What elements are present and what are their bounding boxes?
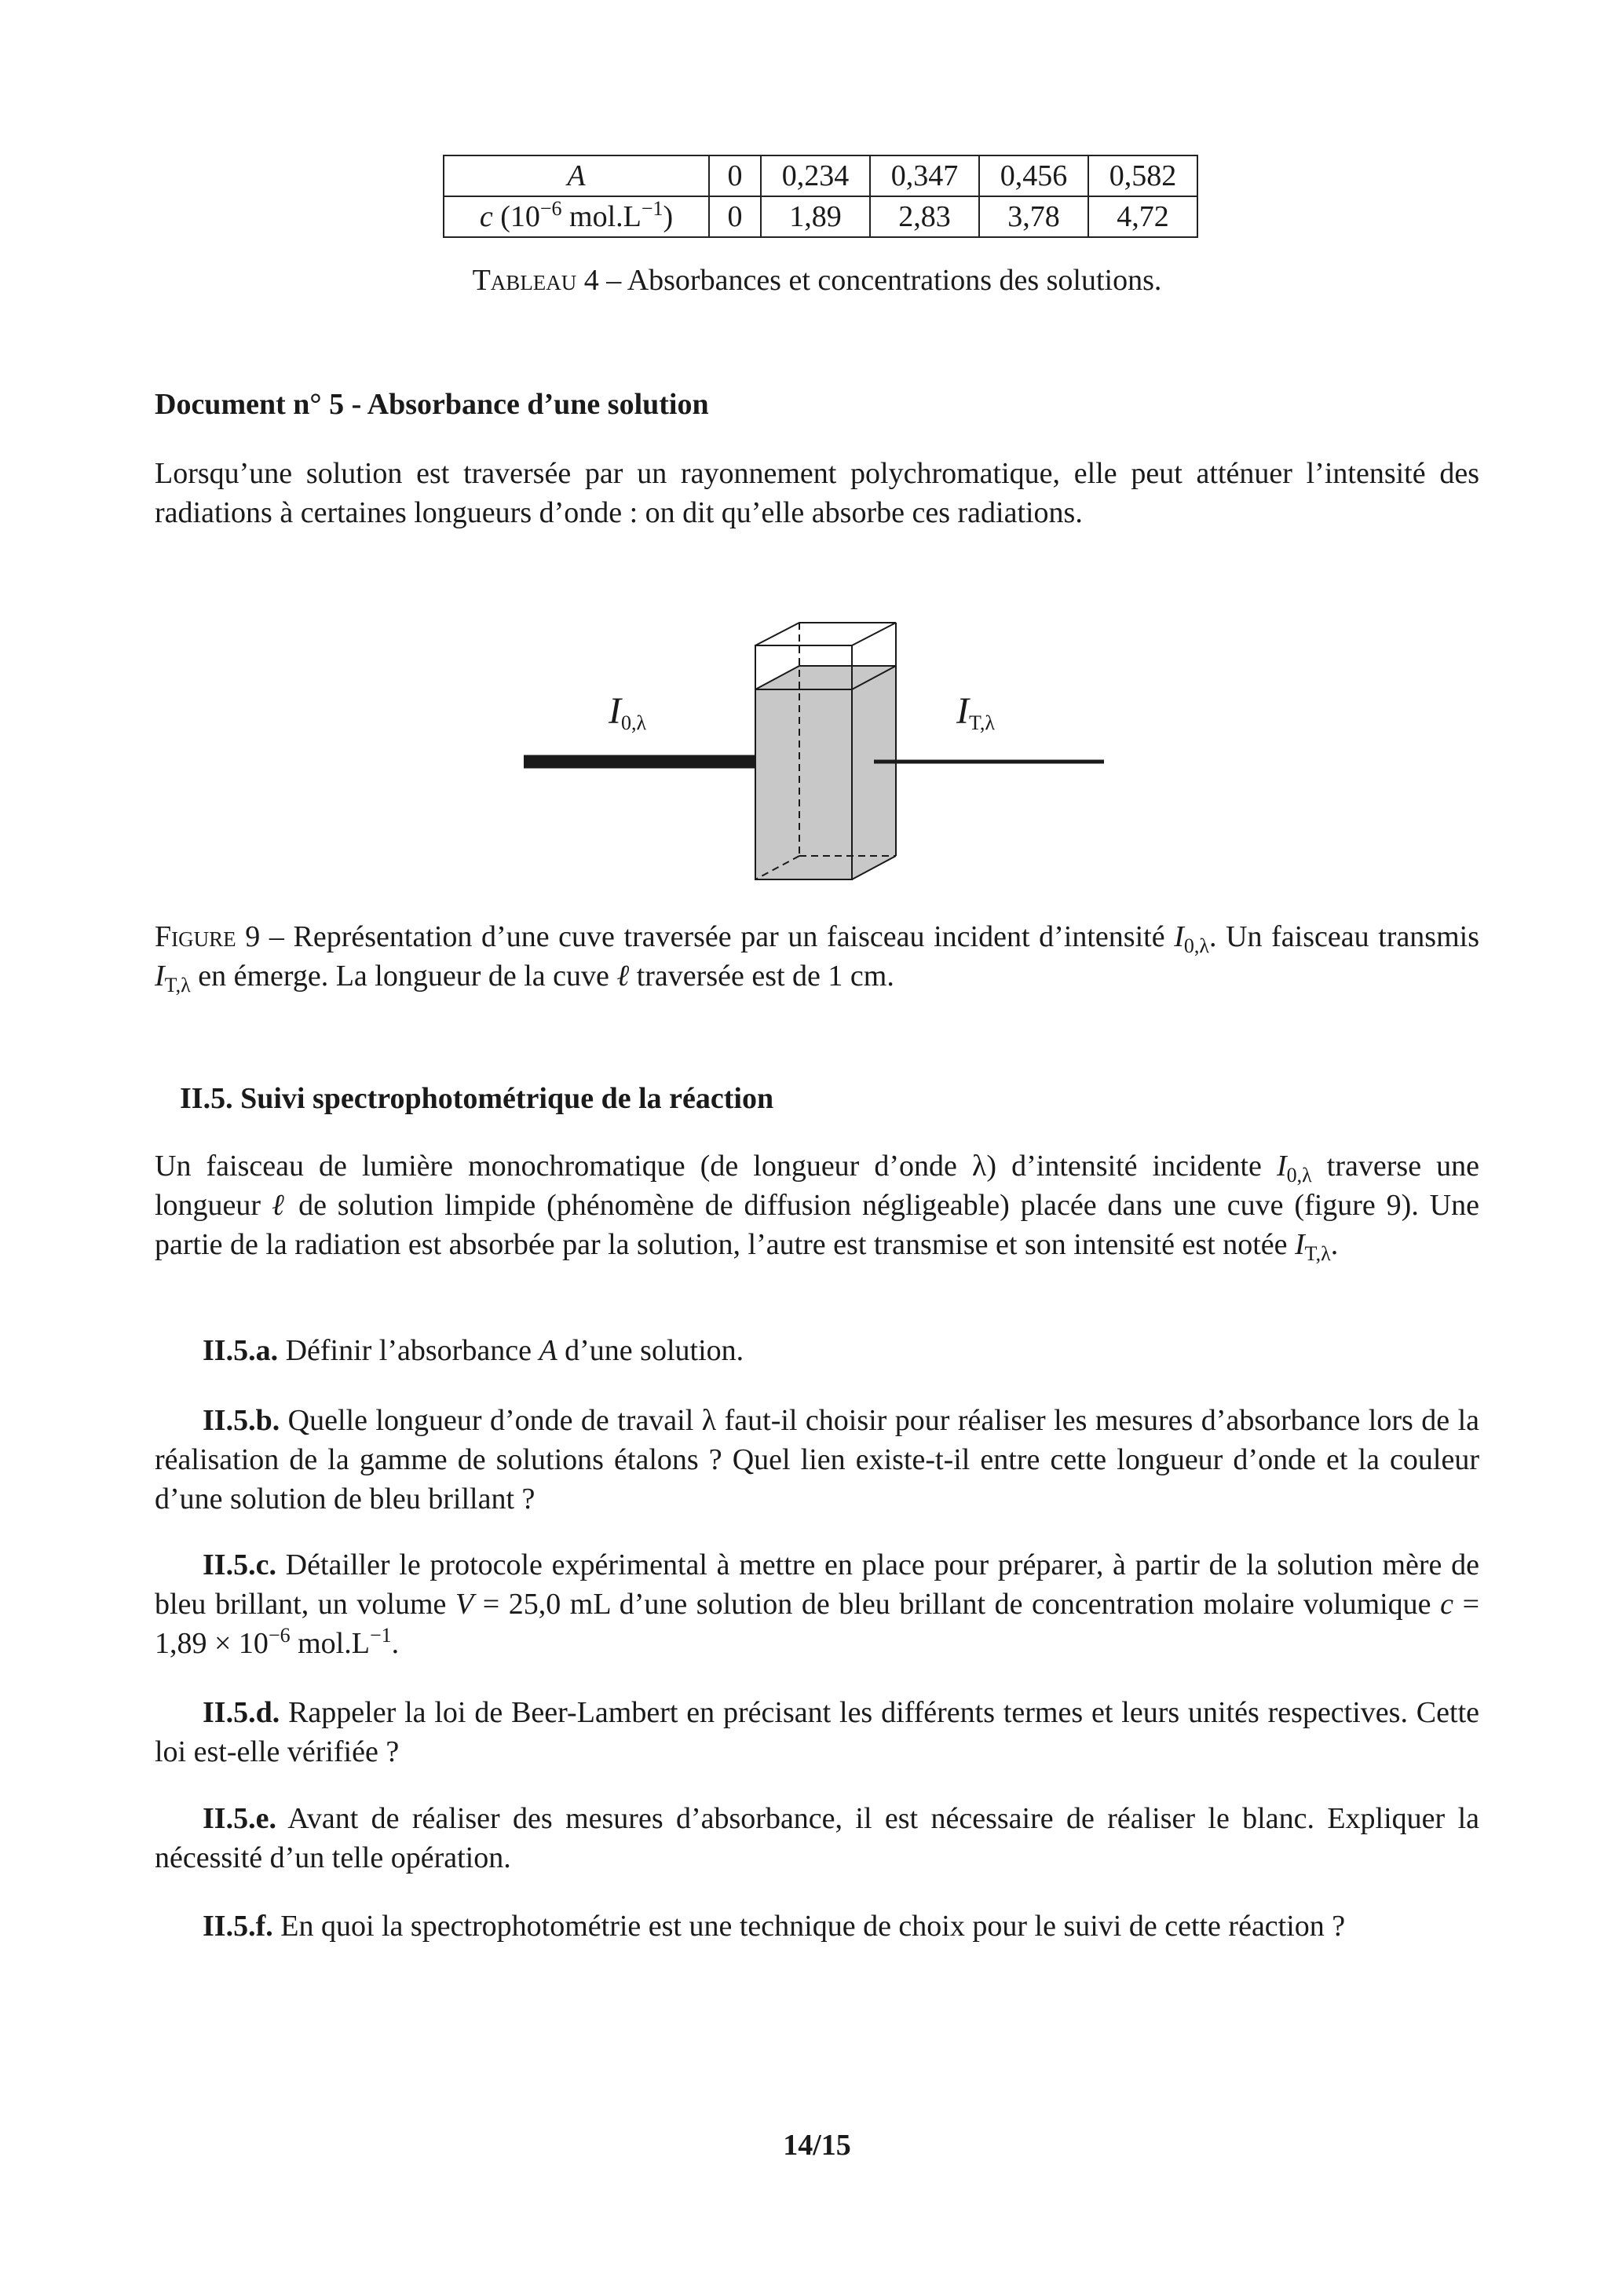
- text-sub: 0,λ: [620, 711, 647, 734]
- incident-intensity-label: [609, 689, 646, 733]
- text-it: I: [609, 690, 621, 732]
- question-ii5c: II.5.c. Détailler le protocole expérimental à mettre en place pour préparer, à partir de la solution mère de bleu brillant, un volume V = 25,0 mL d’une solution de bleu brillant de concentration molaire volumique $c = 1,89 \times 10^{-6}$ $mol.L^{-1}$.: [155, 1548, 1479, 1660]
- text-sc: Tableau: [472, 264, 577, 297]
- table-cell: 0,582: [1088, 155, 1197, 196]
- table-cell: 1,89: [761, 196, 870, 237]
- text-it: A: [567, 159, 586, 192]
- table-cell: 2,83: [870, 196, 979, 237]
- text-b: II.5.b.: [203, 1404, 280, 1437]
- table-cell: 0,456: [979, 155, 1088, 196]
- table-cell: 0,234: [761, 155, 870, 196]
- text-it: I: [956, 690, 969, 732]
- text-sub: 0,λ: [1183, 934, 1209, 957]
- text-sub: T,λ: [164, 974, 191, 996]
- text-sc: Figure: [155, 920, 236, 953]
- document-title: Document n° 5 - Absorbance d’une solution: [155, 388, 709, 421]
- text-sub: T,λ: [968, 711, 996, 734]
- text-sup: −6: [539, 197, 562, 220]
- section-title: II.5. Suivi spectrophotométrique de la réaction: [180, 1082, 774, 1115]
- table-cell: 0,347: [870, 155, 979, 196]
- table-cell: 0: [709, 155, 761, 196]
- table-caption: Tableau 4 – Absorbances et concentrations des solutions.: [472, 264, 1162, 297]
- figure-caption: Figure 9 – Représentation d’une cuve traversée par un faisceau incident d’intensité $I_{0,\lambda}$. Un faisceau transmis $I_{T,\lambda}$ en émerge. La longueur de la cuve ℓ traversée est de 1 cm.: [155, 920, 1479, 996]
- text-b: II.5.e.: [203, 1802, 276, 1835]
- text-b: II.5.f.: [203, 1910, 273, 1943]
- text-b: II.5.c.: [203, 1548, 276, 1581]
- text-it: I: [1294, 1228, 1305, 1261]
- question-ii5d: II.5.d. Rappeler la loi de Beer-Lambert en précisant les différents termes et leurs unités respectives. Cette loi est-elle vérifiée ?: [155, 1696, 1479, 1768]
- section-intro: Un faisceau de lumière monochromatique (de longueur d’onde λ) d’intensité incidente $I_{0,\lambda}$ traverse une longueur ℓ de solution limpide (phénomène de diffusion négligeable) placée dans une cuve (figure 9). Une partie de la radiation est absorbée par la solution, l’autre est transmise et son intensité est notée $I_{T,\lambda}$.: [155, 1150, 1480, 1265]
- text-it: I: [1174, 920, 1184, 953]
- text-it: I: [155, 960, 165, 993]
- text-it: ℓ: [616, 960, 630, 993]
- liquid-front: [755, 689, 852, 879]
- text-it: I: [1276, 1150, 1287, 1183]
- question-ii5f: II.5.f. En quoi la spectrophotométrie est une technique de choix pour le suivi de cette réaction ?: [203, 1910, 1346, 1943]
- table-cell: 3,78: [979, 196, 1088, 237]
- text-it: A: [539, 1334, 557, 1367]
- text-sup: −6: [268, 1624, 291, 1647]
- page-number: 14/15: [783, 2129, 851, 2162]
- cuvette-figure: [0, 0, 1623, 927]
- transmitted-intensity-label: [956, 689, 995, 733]
- text-it: c: [1440, 1588, 1453, 1621]
- text-sub: T,λ: [1304, 1242, 1331, 1265]
- text-it: V: [455, 1588, 474, 1621]
- question-ii5e: II.5.e. Avant de réaliser des mesures d’absorbance, il est nécessaire de réaliser le blanc. Expliquer la nécessité d’un telle opération.: [155, 1802, 1479, 1874]
- text-it: c: [479, 200, 493, 233]
- question-ii5a: II.5.a. Définir l’absorbance A d’une solution.: [203, 1334, 744, 1367]
- table-cell: 0: [709, 196, 761, 237]
- liquid-side: [852, 666, 896, 879]
- text-sup: −1: [641, 197, 663, 220]
- document-paragraph: Lorsqu’une solution est traversée par un rayonnement polychromatique, elle peut atténuer l’intensité des radiations à certaines longueurs d’onde : on dit qu’elle absorbe ces radiations.: [155, 457, 1479, 529]
- question-ii5b: II.5.b. Quelle longueur d’onde de travail λ faut-il choisir pour réaliser les mesures d’absorbance lors de la réalisation de la gamme de solutions étalons ? Quel lien existe-t-il entre cette longueur d’onde et la couleur d’une solution de bleu brillant ?: [155, 1404, 1479, 1515]
- text-sub: 0,λ: [1286, 1164, 1312, 1186]
- text-it: ℓ: [271, 1189, 288, 1222]
- text-sup: −1: [369, 1624, 392, 1647]
- text-b: II.5.d.: [203, 1696, 280, 1729]
- text-b: II.5.a.: [203, 1334, 279, 1367]
- row-header: c ($10^{-6}$ $mol.L^{-1}$): [444, 196, 709, 237]
- table-cell: 4,72: [1088, 196, 1197, 237]
